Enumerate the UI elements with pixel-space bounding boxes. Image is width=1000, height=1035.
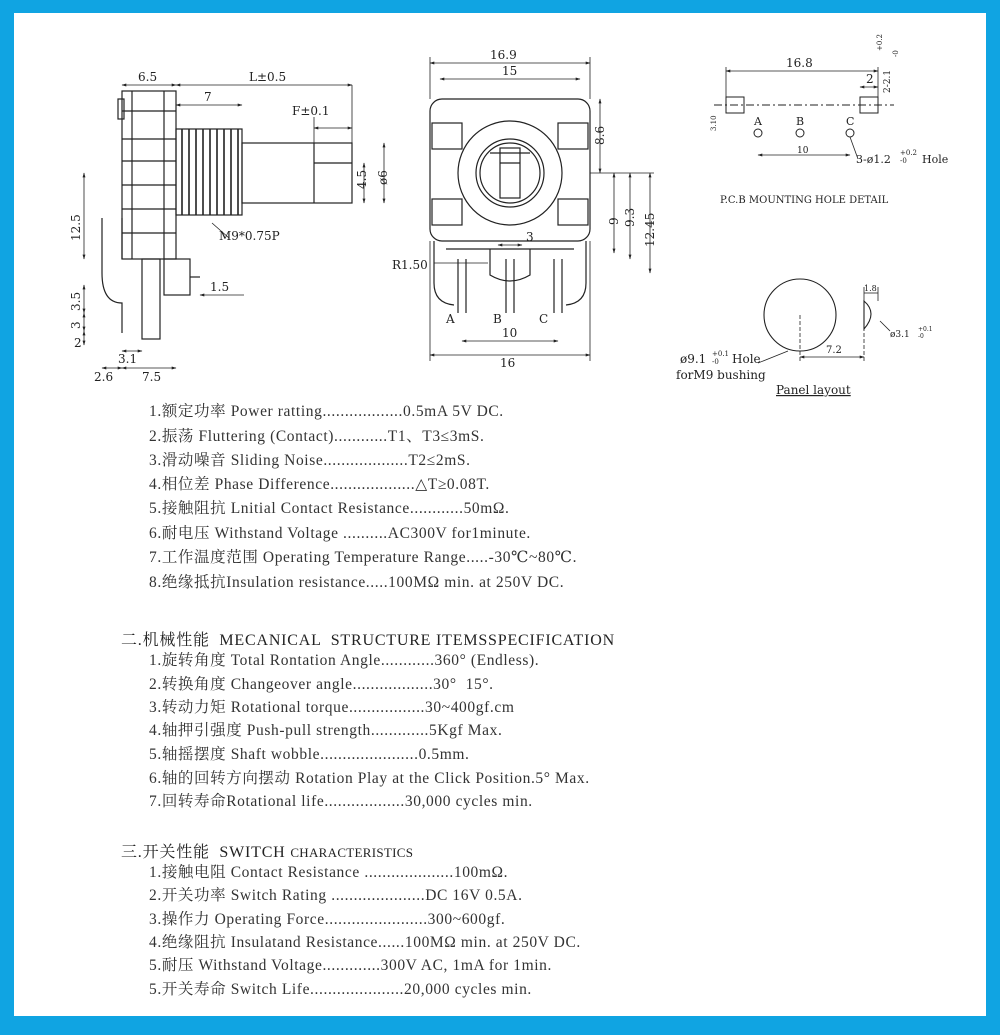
dim-9: 9 [607,217,621,225]
spec-line: 2.振荡 Fluttering (Contact)............T1、T3≤3mS. [149,428,485,445]
dim-3-1: 3.1 [118,352,138,366]
datasheet-page [14,13,986,1016]
spec-line: 3.转动力矩 Rotational torque.................30~400gf.cm [149,699,515,716]
pcb-hole-word: Hole [922,153,949,166]
dim-15: 15 [502,64,518,78]
dim-7-5: 7.5 [142,370,162,384]
switch-title-small: CHARACTERISTICS [290,845,414,860]
spec-line: 7.回转寿命Rotational life..................30,000 cycles min. [149,793,533,810]
panel-bushing: forM9 bushing [676,368,766,382]
dim-phi6: ø6 [376,170,390,185]
dim-R150: R1.50 [392,258,428,272]
panel-dim-7-2: 7.2 [826,345,842,356]
spec-line: 1.额定功率 Power ratting..................0.5mA 5V DC. [149,403,504,420]
dim-2: 2 [74,336,82,350]
dim-16-9: 16.9 [490,48,517,62]
pcb-hole-label: 3-ø1.2 [856,153,891,166]
panel-big-hole: ø9.1 [680,352,707,366]
technical-drawings [14,13,986,413]
panel-big-tol-top: +0.1 [712,350,729,358]
pcb-tol-top: +0.2 [876,34,884,51]
spec-line: 5.开关寿命 Switch Life.....................20,000 cycles min. [149,981,532,998]
spec-line: 5.轴摇摆度 Shaft wobble......................0.5mm. [149,746,470,763]
pcb-caption: P.C.B MOUNTING HOLE DETAIL [720,195,889,206]
spec-line: 1.接触电阻 Contact Resistance ....................100mΩ. [149,864,509,881]
dim-L: L±0.5 [249,70,287,84]
dim-10: 10 [502,326,518,340]
spec-line: 5.耐压 Withstand Voltage.............300V AC, 1mA for 1min. [149,957,552,974]
spec-line: 1.旋转角度 Total Rontation Angle............360° (Endless). [149,652,540,669]
spec-line: 4.相位差 Phase Difference...................△T≥0.08T. [149,476,490,493]
pcb-dim-2-2-1: 2-2.1 [883,69,893,93]
spec-line: 4.绝缘阻抗 Insulatand Resistance......100MΩ min. at 250V DC. [149,934,581,951]
pcb-pin-c: C [846,115,855,128]
dim-12-5: 12.5 [69,214,83,241]
panel-small-tol-bot: -0 [918,333,924,340]
panel-layout-labels [676,284,933,397]
pcb-pin-a: A [754,115,762,128]
pcb-dim-3-10: 3.10 [710,115,718,131]
panel-big-hole-word: Hole [732,352,761,366]
pcb-hole-tol-top: +0.2 [900,149,917,157]
panel-small-tol-top: +0.1 [918,326,933,333]
dim-4-5: 4.5 [355,169,369,189]
panel-big-tol-bot: -0 [712,358,719,366]
switch-title-main: 三.开关性能 SWITCH [121,844,291,861]
pcb-dim-2: 2 [866,72,874,86]
dim-6-5: 6.5 [138,70,158,84]
dim-3-5: 3.5 [69,291,83,311]
dim-12-45: 12.45 [643,212,657,247]
spec-line: 6.轴的回转方向摆动 Rotation Play at the Click Position.5° Max. [149,770,590,787]
dim-3: 3 [526,230,534,244]
mechanical-section-title: 二.机械性能 MECANICAL STRUCTURE ITEMSSPECIFICATION [121,632,615,649]
spec-line: 4.轴押引强度 Push-pull strength.............5Kgf Max. [149,722,503,739]
spec-line: 7.工作温度范围 Operating Temperature Range.....-30℃~80℃. [149,549,578,566]
pin-a-label: A [446,312,455,326]
spec-line: 8.绝缘抵抗Insulation resistance.....100MΩ min. at 250V DC. [149,574,565,591]
dim-7: 7 [204,90,212,104]
dim-3: 3 [69,321,83,329]
dim-F: F±0.1 [292,104,330,118]
pin-b-label: B [493,312,502,326]
pcb-dim-16-8: 16.8 [786,56,813,70]
pin-c-label: C [539,312,549,326]
front-view-drawing [430,99,590,313]
panel-small-hole: ø3.1 [890,330,910,340]
pcb-pin-b: B [796,115,805,128]
pcb-dim-10: 10 [797,146,809,156]
spec-line: 3.滑动噪音 Sliding Noise...................T2≤2mS. [149,452,471,469]
panel-caption: Panel layout [776,383,851,397]
dim-8-6: 8.6 [593,125,607,145]
thread-spec: M9*0.75P [219,229,280,243]
pcb-tol-bot: -0 [892,50,900,57]
pcb-detail-labels [710,34,948,206]
side-view-dimensions [84,85,384,368]
dim-9-3: 9.3 [623,207,637,227]
spec-line: 3.操作力 Operating Force.......................300~600gf. [149,911,506,928]
pcb-hole-tol-bot: -0 [900,157,907,165]
spec-line: 2.开关功率 Switch Rating .....................DC 16V 0.5A. [149,887,523,904]
spec-line: 6.耐电压 Withstand Voltage ..........AC300V for1minute. [149,525,531,542]
dim-1-5: 1.5 [210,280,230,294]
spec-line: 2.转换角度 Changeover angle..................30° 15°. [149,676,494,693]
spec-line: 5.接触阻抗 Lnitial Contact Resistance............50mΩ. [149,500,510,517]
dim-2-6: 2.6 [94,370,114,384]
side-view-labels [69,70,390,384]
switch-section-title [121,839,413,862]
panel-dim-1-8: 1.8 [864,284,877,293]
dim-16: 16 [500,356,516,370]
